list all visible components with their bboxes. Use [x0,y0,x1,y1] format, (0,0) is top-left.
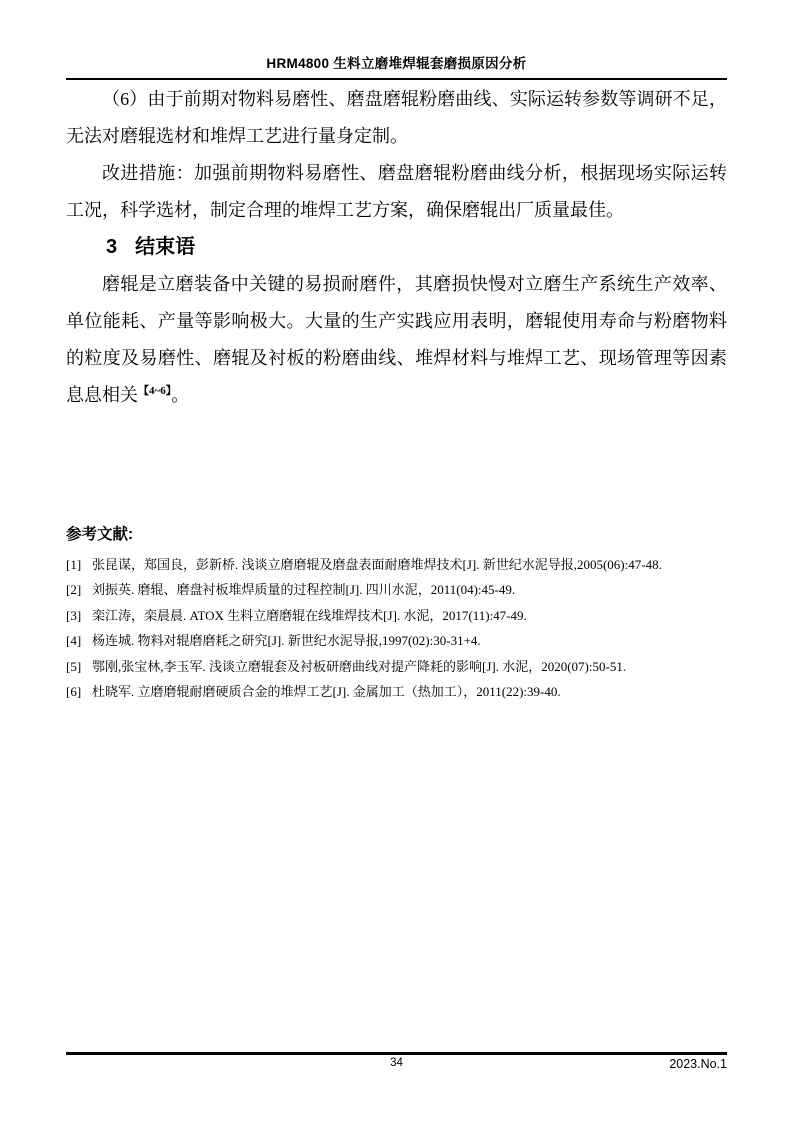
conclusion-text: 磨辊是立磨装备中关键的易损耐磨件，其磨损快慢对立磨生产系统生产效率、单位能耗、产量等影响极大。大量的生产实践应用表明，磨辊使用寿命与粉磨物料的粒度及易磨性、磨辊及衬板的粉磨曲线、堆焊材料与堆焊工艺、现场管理等因素息息相关 [66,274,727,405]
reference-text: 张昆谋，郑国良，彭新桥. 浅谈立磨磨辊及磨盘表面耐磨堆焊技术[J]. 新世纪水泥导报,2005(06):47-48. [92,557,662,572]
reference-item [66,654,727,679]
section-number: 3 [106,236,118,258]
header-divider [66,78,727,80]
reference-label: [4] [66,633,82,649]
reference-text: 刘振英. 磨辊、磨盘衬板堆焊质量的过程控制[J]. 四川水泥，2011(04):45-49. [92,582,516,598]
paragraph-improvement: 改进措施：加强前期物料易磨性、磨盘磨辊粉磨曲线分析，根据现场实际运转工况，科学选材，制定合理的堆焊工艺方案，确保磨辊出厂质量最佳。 [66,163,727,220]
reference-text: 杨连城. 物料对辊磨磨耗之研究[J]. 新世纪水泥导报,1997(02):30-31+4. [92,633,481,649]
reference-item [66,679,727,704]
reference-item [66,552,727,577]
footer-divider [66,1052,727,1055]
conclusion-period: 。 [171,385,190,405]
reference-label: [3] [66,607,82,623]
running-header-title: HRM4800 生料立磨堆焊辊套磨损原因分析 [266,56,527,71]
reference-label: [6] [66,684,82,700]
reference-item [66,628,727,653]
references-section [66,524,727,704]
section-title: 结束语 [135,236,196,258]
reference-label: [5] [66,658,82,674]
reference-item [66,603,727,628]
references-list [66,552,727,704]
page-number: 34 [390,1057,403,1069]
paragraph-conclusion [66,266,727,414]
section-heading-conclusion [66,229,727,266]
reference-label: [1] [66,557,82,572]
reference-label: [2] [66,582,82,598]
reference-text: 栾江涛，栾晨晨. ATOX 生料立磨磨辊在线堆焊技术[J]. 水泥，2017(11):47-49. [92,607,527,623]
citation-superscript: 【4~6】 [138,385,172,397]
paragraph-point-6: （6）由于前期对物料易磨性、磨盘磨辊粉磨曲线、实际运转参数等调研不足，无法对磨辊选材和堆焊工艺进行量身定制。 [66,89,727,146]
reference-text: 杜晓军. 立磨磨辊耐磨硬质合金的堆焊工艺[J]. 金属加工（热加工），2011(22):39-40. [92,684,561,700]
references-heading: 参考文献: [66,526,134,543]
main-content [66,81,727,414]
reference-text: 鄂刚,张宝林,李玉军. 浅谈立磨辊套及衬板研磨曲线对提产降耗的影响[J]. 水泥，2020(07):50-51. [92,658,627,674]
issue-label: 2023.No.1 [669,1057,727,1071]
reference-item [66,577,727,602]
